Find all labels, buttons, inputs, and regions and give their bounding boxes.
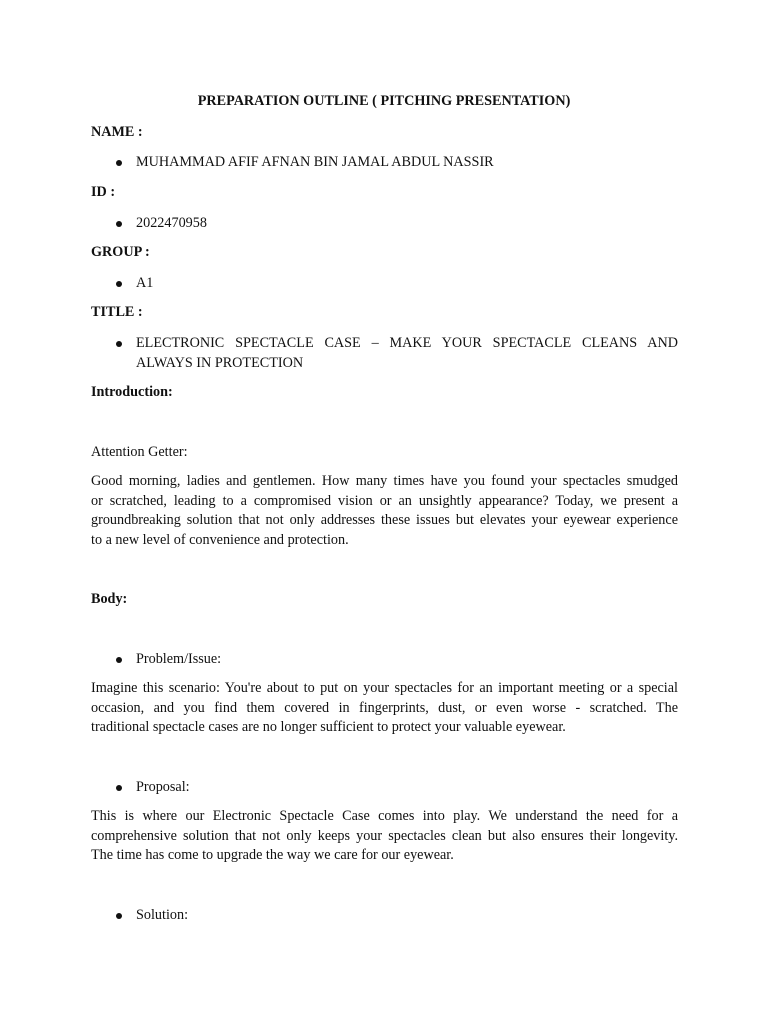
paragraph-line: The time has come to upgrade the way we care for our eyewear. xyxy=(91,847,454,863)
title-line: ELECTRONIC SPECTACLE CASE – MAKE YOUR SPECTACLE CLEANS AND xyxy=(136,335,678,351)
title-label: TITLE : xyxy=(91,304,143,320)
bullet-icon xyxy=(116,160,122,166)
name-value: MUHAMMAD AFIF AFNAN BIN JAMAL ABDUL NASSIR xyxy=(136,154,494,170)
paragraph-line: groundbreaking solution that not only addresses these issues but elevates your eyewear experience xyxy=(91,512,678,528)
bullet-icon xyxy=(116,913,122,919)
paragraph-line: This is where our Electronic Spectacle Case comes into play. We understand the need for a xyxy=(91,808,678,824)
body-heading: Body: xyxy=(91,591,128,607)
proposal-label: Proposal: xyxy=(136,779,190,795)
bullet-icon xyxy=(116,657,122,663)
id-value: 2022470958 xyxy=(136,215,207,231)
attention-getter-label: Attention Getter: xyxy=(91,444,188,460)
problem-paragraph xyxy=(91,679,678,738)
introduction-heading: Introduction: xyxy=(91,384,173,400)
bullet-icon xyxy=(116,221,122,227)
solution-label: Solution: xyxy=(136,907,189,923)
group-value: A1 xyxy=(136,275,154,291)
proposal-paragraph xyxy=(91,807,678,866)
paragraph-line: traditional spectacle cases are no longer sufficient to protect your valuable eyewear. xyxy=(91,719,566,735)
title-value xyxy=(136,334,678,373)
paragraph-line: occasion, and you find them covered in fingerprints, dust, or even worse - scratched. The xyxy=(91,699,678,716)
title-line: ALWAYS IN PROTECTION xyxy=(136,354,304,371)
group-label: GROUP : xyxy=(91,244,150,260)
name-label: NAME : xyxy=(91,124,143,140)
paragraph-line: to a new level of convenience and protection. xyxy=(91,531,349,548)
bullet-icon xyxy=(116,785,122,791)
document-title: PREPARATION OUTLINE ( PITCHING PRESENTATION) xyxy=(197,93,571,109)
paragraph-line: comprehensive solution that not only keeps your spectacles clean but also ensures their longevity. xyxy=(91,827,678,844)
id-label: ID : xyxy=(91,184,116,200)
problem-label: Problem/Issue: xyxy=(136,651,222,667)
paragraph-line: Good morning, ladies and gentlemen. How many times have you found your spectacles smudged xyxy=(91,473,678,489)
bullet-icon xyxy=(116,341,122,347)
attention-getter-paragraph xyxy=(91,472,678,550)
paragraph-line: Imagine this scenario: You're about to put on your spectacles for an important meeting or a special xyxy=(91,680,678,696)
paragraph-line: or scratched, leading to a compromised vision or an unsightly appearance? Today, we present a xyxy=(91,492,678,509)
bullet-icon xyxy=(116,281,122,287)
